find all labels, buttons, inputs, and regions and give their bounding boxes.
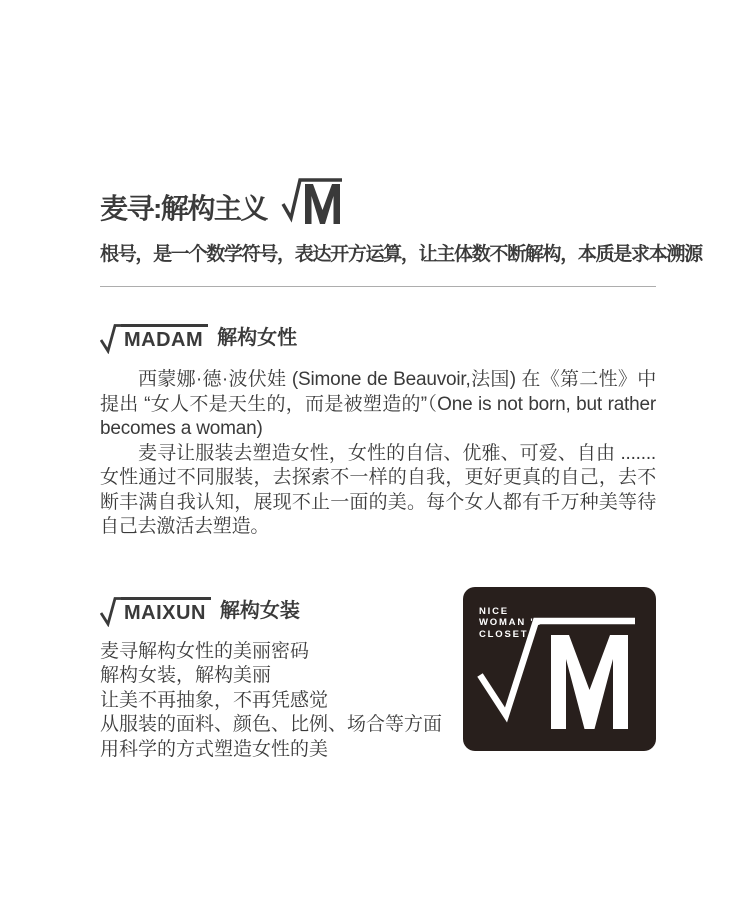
madam-paragraph: 麦寻让服装去塑造女性，女性的自信、优雅、可爱、自由 ....... 女性通过不同服装，去探索不一样的自我，更好更真的自己，去不断丰满自我认知，展现不止一面的美。每个女人都有千万种美等待自己去激活去塑造。 [100,442,656,537]
maixun-line: 用科学的方式塑造女性的美 [100,738,329,760]
section-maixun-heading-cn: 解构女装 [219,599,300,622]
logo-tagline [479,606,543,641]
logo-tagline-line: WOMAN 'S [479,617,543,628]
radical-icon [100,597,122,627]
maixun-line: 解构女装，解构美丽 [100,665,272,686]
radical-icon [100,324,122,354]
maixun-line: 从服装的面料、颜色、比例、场合等方面 [100,714,443,735]
maixun-text-column [100,597,442,763]
maixun-line: 让美不再抽象，不再凭感觉 [100,689,329,711]
header [100,178,702,266]
page-title: 麦寻:解构主义 [100,193,267,224]
section-maixun-heading [100,597,442,627]
section-madam-heading-cn: 解构女性 [217,327,298,349]
madam-paragraph: 西蒙娜·德·波伏娃 (Simone de Beauvoir,法国) 在《第二性》中提出 “女人不是天生的，而是被塑造的”（One is not born, but rather becomes a woman) [100,369,656,439]
section-maixun-heading-en: MAIXUN [121,597,211,623]
title-row [100,178,656,226]
logo-tagline-line: CLOSET [479,628,529,640]
section-maixun [100,597,656,763]
subtitle: 根号，是一个数学符号，表达开方运算，让主体数不断解构，本质是求本溯源 [100,244,702,265]
logo-tagline-line: NICE [479,605,509,617]
sqrt-m-icon [281,176,343,226]
maixun-line: 麦寻解构女性的美丽密码 [100,640,310,662]
section-madam-heading-en: MADAM [121,324,208,350]
section-madam [100,324,656,540]
brand-logo-card [463,587,656,751]
section-madam-heading [100,324,656,354]
divider [100,286,656,287]
content-column [100,178,702,762]
maixun-lines [100,640,442,763]
